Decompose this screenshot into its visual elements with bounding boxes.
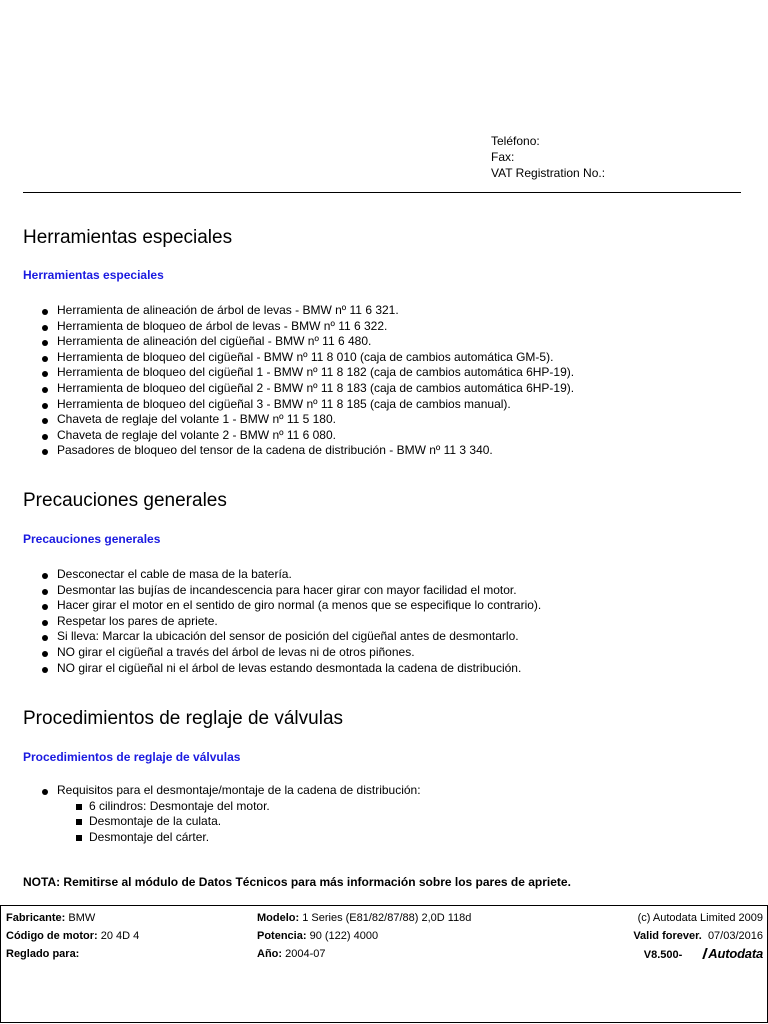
footer-column-vehicle	[6, 909, 139, 963]
year-label: Año:	[257, 948, 283, 960]
list-item: Herramienta de bloqueo del cigüeñal 2 - BMW nº 11 8 183 (caja de cambios automática 6HP-19).	[41, 381, 574, 397]
vat-label: VAT Registration No.:	[491, 166, 606, 180]
list-item: Herramienta de bloqueo del cigüeñal 3 - BMW nº 11 8 185 (caja de cambios manual).	[41, 397, 574, 413]
model-value: 1 Series (E81/82/87/88) 2,0D 118d	[302, 912, 472, 924]
list-item	[41, 783, 421, 845]
list-item: Herramienta de alineación del cigüeñal - BMW nº 11 6 480.	[41, 334, 574, 350]
sub-list-item: Desmontaje de la culata.	[57, 814, 421, 830]
section-title-procedimientos: Procedimientos de reglaje de válvulas	[23, 708, 344, 729]
list-item: Chaveta de reglaje del volante 2 - BMW nº 11 6 080.	[41, 428, 574, 444]
section-subtitle-herramientas: Herramientas especiales	[23, 268, 164, 282]
list-item: Si lleva: Marcar la ubicación del sensor de posición del cigüeñal antes de desmontarlo.	[41, 629, 541, 645]
power-value: 90 (122) 4000	[309, 930, 379, 942]
engine-code-value: 20 4D 4	[100, 930, 140, 942]
sub-list-item: Desmontaje del cárter.	[57, 830, 421, 846]
list-item: Pasadores de bloqueo del tensor de la cadena de distribución - BMW nº 11 3 340.	[41, 443, 574, 459]
autodata-logo	[704, 946, 763, 961]
section-subtitle-precauciones: Precauciones generales	[23, 532, 161, 546]
precautions-list	[41, 567, 541, 676]
section-title-herramientas: Herramientas especiales	[23, 227, 233, 248]
sub-list	[57, 799, 421, 846]
version-text: V8.500-	[643, 949, 683, 961]
manufacturer-value: BMW	[68, 912, 96, 924]
year-value: 2004-07	[285, 948, 326, 960]
footer-column-model	[257, 909, 471, 963]
list-item: Desmontar las bujías de incandescencia para hacer girar con mayor facilidad el motor.	[41, 583, 541, 599]
header-divider	[23, 192, 741, 193]
copyright-text: (c) Autodata Limited 2009	[637, 912, 763, 924]
list-item: NO girar el cigüeñal ni el árbol de levas estando desmontada la cadena de distribución.	[41, 661, 541, 677]
power-label: Potencia:	[257, 930, 307, 942]
procedures-list	[41, 783, 421, 845]
fax-label: Fax:	[491, 150, 515, 164]
list-item-text: Requisitos para el desmontaje/montaje de la cadena de distribución:	[57, 783, 421, 797]
tuned-for-label: Reglado para:	[6, 948, 80, 960]
logo-text: Autodata	[708, 946, 763, 961]
footer-box	[0, 905, 768, 1023]
section-title-precauciones: Precauciones generales	[23, 490, 227, 511]
list-item: Respetar los pares de apriete.	[41, 614, 541, 630]
list-item: Desconectar el cable de masa de la batería.	[41, 567, 541, 583]
section-subtitle-procedimientos: Procedimientos de reglaje de válvulas	[23, 750, 241, 764]
sub-list-item: 6 cilindros: Desmontaje del motor.	[57, 799, 421, 815]
engine-code-label: Código de motor:	[6, 930, 98, 942]
valid-date: 07/03/2016	[707, 930, 763, 942]
torque-note: NOTA: Remitirse al módulo de Datos Técnicos para más información sobre los pares de apriete.	[23, 875, 571, 889]
valid-label: Valid forever.	[633, 930, 702, 942]
list-item: Herramienta de bloqueo de árbol de levas - BMW nº 11 6 322.	[41, 319, 574, 335]
list-item: NO girar el cigüeñal a través del árbol de levas ni de otros piñones.	[41, 645, 541, 661]
manufacturer-label: Fabricante:	[6, 912, 66, 924]
contact-block	[491, 133, 605, 181]
list-item: Herramienta de bloqueo del cigüeñal 1 - BMW nº 11 8 182 (caja de cambios automática 6HP-19).	[41, 365, 574, 381]
phone-label: Teléfono:	[491, 134, 540, 148]
list-item: Herramienta de alineación de árbol de levas - BMW nº 11 6 321.	[41, 303, 574, 319]
list-item: Herramienta de bloqueo del cigüeñal - BMW nº 11 8 010 (caja de cambios automática GM-5).	[41, 350, 574, 366]
tools-list	[41, 303, 574, 459]
list-item: Chaveta de reglaje del volante 1 - BMW nº 11 5 180.	[41, 412, 574, 428]
model-label: Modelo:	[257, 912, 300, 924]
list-item: Hacer girar el motor en el sentido de giro normal (a menos que se especifique lo contrario).	[41, 598, 541, 614]
footer-column-publisher	[633, 909, 763, 964]
